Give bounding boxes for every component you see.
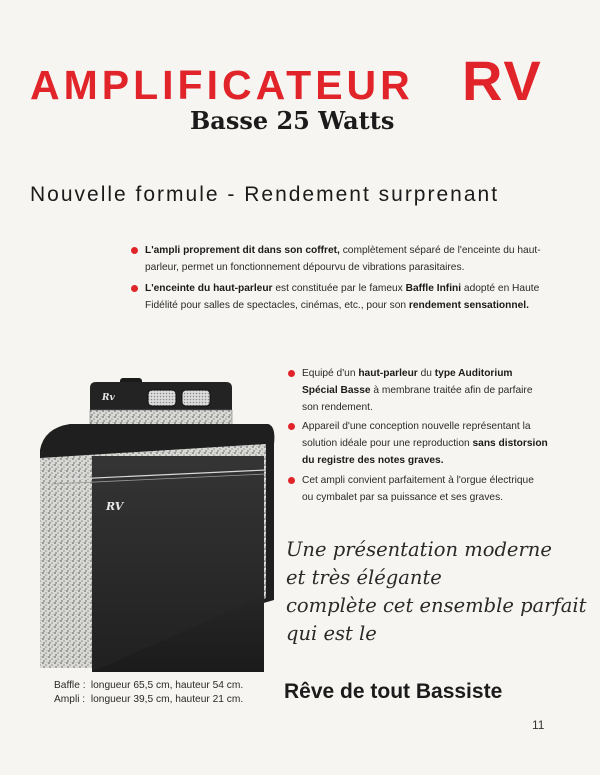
feature-bullet — [145, 242, 548, 276]
dimension-label: Ampli : — [54, 694, 86, 705]
subtitle: Basse 25 Watts — [190, 106, 395, 135]
elegance-line: Une présentation moderne — [286, 538, 552, 561]
bullet-dot-icon — [131, 247, 138, 254]
bullet-text-segment: est constituée par le fameux — [272, 283, 406, 294]
feature-bullet — [302, 472, 548, 506]
bullet-dot-icon — [131, 285, 138, 292]
bullet-text-segment: adopté en Haute Fidélité pour salles de spectacles, cinémas, etc., pour son — [145, 283, 540, 311]
bullet-text-segment: L'ampli proprement dit dans son coffret, — [145, 245, 340, 256]
tagline: Nouvelle formule - Rendement surprenant — [30, 183, 500, 206]
feature-bullet — [302, 365, 548, 416]
page-number: 11 — [532, 718, 545, 732]
dimension-baffle — [54, 680, 243, 691]
cabinet-badge-text: RV — [106, 500, 124, 513]
bullet-text-segment: Cet ampli convient parfaitement à l'orgue électrique ou cymbalet par sa puissance et ses graves. — [302, 475, 534, 503]
closing-headline: Rêve de tout Bassiste — [284, 680, 503, 703]
bullet-text-segment: haut-parleur — [358, 368, 418, 379]
elegance-line: et très élégante — [286, 566, 442, 589]
dimension-ampli — [54, 694, 243, 705]
elegance-line: complète cet ensemble parfait — [286, 594, 587, 617]
dimension-value: longueur 39,5 cm, hauteur 21 cm. — [90, 694, 244, 705]
bullet-text-segment: complètement séparé de l'enceinte du haut-parleur, permet un fonctionnement dépourvu de vibrations parasitaires. — [145, 245, 541, 273]
bullet-text-segment: Equipé d'un — [302, 368, 359, 379]
bullet-text-segment: L'enceinte du haut-parleur — [145, 283, 273, 294]
brand-logo-text: RV — [462, 49, 543, 112]
bullet-text-segment: Baffle Infini — [405, 283, 462, 294]
dimension-label: Baffle : — [54, 680, 86, 691]
feature-bullet — [302, 418, 548, 469]
amp-badge-text: Rv — [102, 393, 115, 403]
bullet-text-segment: du — [417, 368, 435, 379]
bullet-text-segment: rendement sensationnel. — [408, 300, 529, 311]
bullet-text-segment: à membrane traitée afin de parfaire son rendement. — [302, 385, 533, 413]
bullet-text-segment: type Auditorium Spécial Basse — [302, 368, 513, 396]
feature-bullet — [145, 280, 548, 314]
bullet-text-segment: Appareil d'une conception nouvelle représentant la solution idéale pour une reproduction — [302, 421, 531, 449]
elegance-line: qui est le — [286, 622, 377, 645]
dimension-value: longueur 65,5 cm, hauteur 54 cm. — [90, 680, 244, 691]
page-title: AMPLIFICATEUR — [30, 62, 414, 108]
bullet-text-segment: sans distorsion du registre des notes graves. — [302, 438, 548, 466]
amplifier-photo — [30, 350, 290, 675]
speaker-cabinet — [40, 424, 274, 672]
